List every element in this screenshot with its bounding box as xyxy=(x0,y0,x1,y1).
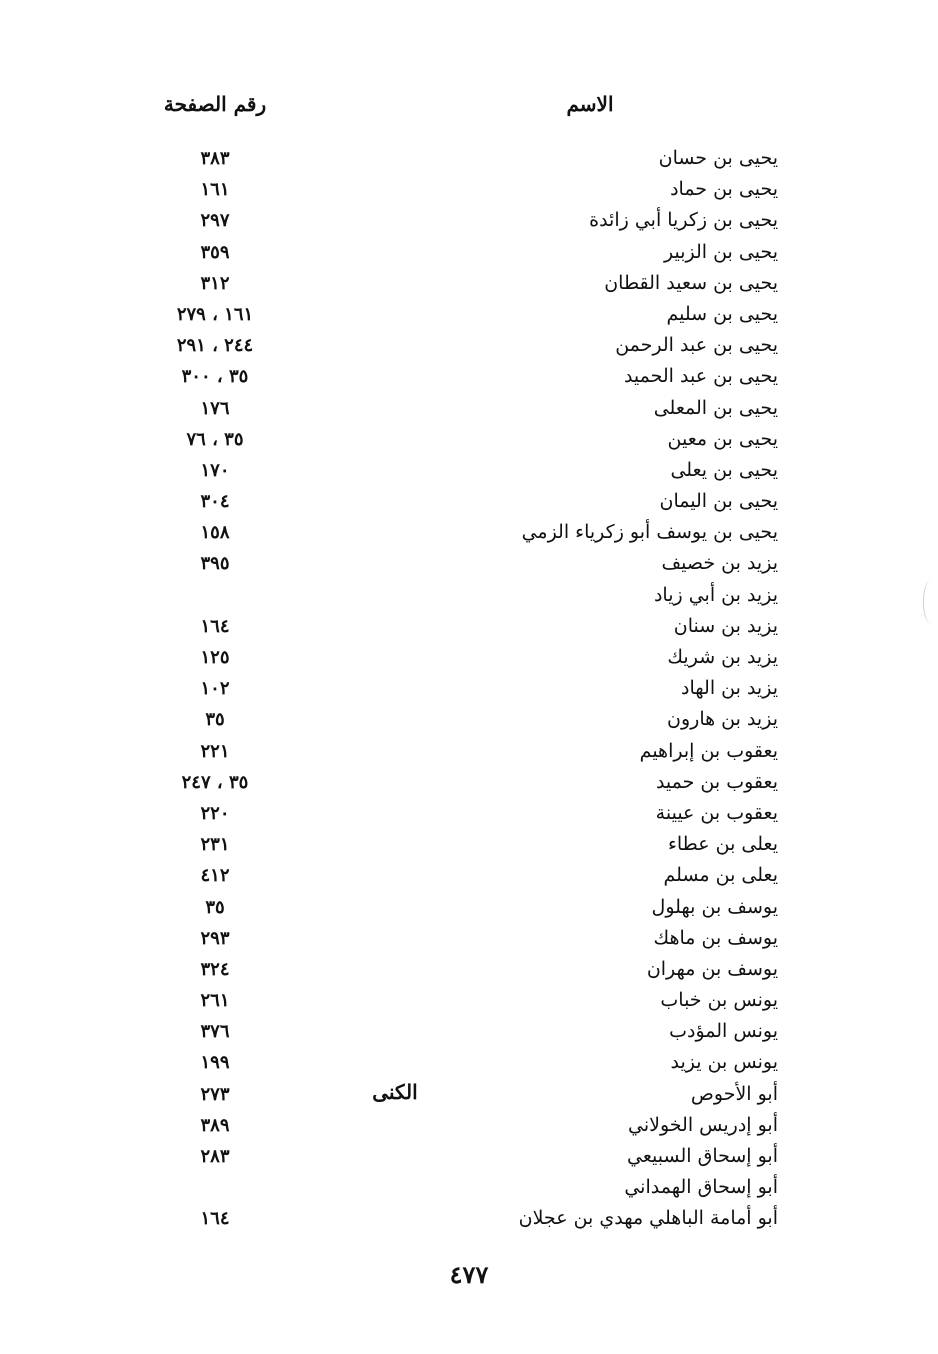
index-entry xyxy=(0,268,938,299)
entry-pages: ١٧٠ xyxy=(200,459,230,481)
index-entry xyxy=(0,237,938,268)
entry-name: يزيد بن خصيف xyxy=(661,552,778,575)
entry-name: أبو إدريس الخولاني xyxy=(628,1113,778,1136)
entry-pages: ٣٥٩ xyxy=(200,241,230,263)
entry-pages: ١٢٥ xyxy=(200,647,230,668)
entry-pages: ٢٩٧ xyxy=(200,210,230,232)
entry-pages: ١٦١ xyxy=(200,179,230,201)
entry-name: يعلى بن عطاء xyxy=(667,833,778,856)
index-entry xyxy=(0,1016,938,1047)
index-entry xyxy=(0,1110,938,1141)
index-entry xyxy=(0,892,938,923)
entry-name: يونس بن يزيد xyxy=(670,1051,778,1074)
entry-name: يحيى بن سعيد القطان xyxy=(604,271,778,294)
index-entry xyxy=(0,642,938,673)
entry-pages: ٢٨٣ xyxy=(200,1146,230,1167)
entry-pages: ٣٥ ، ٧٦ xyxy=(186,428,244,450)
entry-name: يحيى بن المعلى xyxy=(653,396,778,419)
entry-name: يحيى بن حسان xyxy=(658,147,778,169)
entry-name: يعلى بن مسلم xyxy=(663,864,778,887)
entry-pages: ٢٢١ xyxy=(200,740,230,762)
entry-name: يزيد بن شريك xyxy=(667,646,778,668)
index-entry xyxy=(0,798,938,829)
entry-name: أبو أمامة الباهلي مهدي بن عجلان xyxy=(518,1207,778,1230)
entry-pages: ١٥٨ xyxy=(200,522,230,544)
entry-pages: ٣٠٤ xyxy=(200,491,230,513)
entry-pages: ٣٧٦ xyxy=(200,1021,230,1043)
index-entry xyxy=(0,517,938,548)
index-entry xyxy=(0,330,938,361)
entry-pages: ٣٥ xyxy=(205,709,225,731)
entry-name: يعقوب بن عيينة xyxy=(655,801,778,824)
entry-name: يوسف بن ماهك xyxy=(653,926,778,949)
entry-pages: ٤١٢ xyxy=(200,865,230,887)
scan-edge-mark xyxy=(923,580,938,624)
index-entry xyxy=(0,580,938,611)
index-entry xyxy=(0,954,938,985)
index-entry xyxy=(0,736,938,767)
entry-pages: ٢٤٤ ، ٢٩١ xyxy=(176,335,254,357)
entry-pages: ٣٥ ، ٢٤٧ xyxy=(181,771,249,793)
entry-pages: ٢٩٣ xyxy=(200,927,230,949)
entry-name: أبو الأحوص xyxy=(690,1082,778,1105)
entry-name: يحيى بن يعلى xyxy=(670,458,778,481)
entry-name: يحيى بن سليم xyxy=(666,302,778,325)
index-entry xyxy=(0,673,938,704)
entry-pages: ٢٧٣ xyxy=(200,1083,230,1105)
index-entry xyxy=(0,1203,938,1234)
entry-pages: ٢٦١ xyxy=(200,990,230,1012)
index-entry xyxy=(0,361,938,392)
index-entry xyxy=(0,143,938,174)
entry-pages: ٣٨٩ xyxy=(200,1114,230,1136)
entry-name: يحيى بن عبد الحميد xyxy=(623,365,778,388)
name-column-header: الاسم xyxy=(566,92,614,116)
index-entry xyxy=(0,174,938,205)
index-entry xyxy=(0,923,938,954)
entry-name: يعقوب بن إبراهيم xyxy=(639,739,778,762)
entry-pages: ٣١٢ xyxy=(200,272,230,294)
entry-pages: ٢٢٠ xyxy=(200,802,230,824)
entry-name: يوسف بن بهلول xyxy=(651,895,778,918)
index-entry xyxy=(0,1079,938,1110)
entry-name: يحيى بن عبد الرحمن xyxy=(615,334,778,357)
entry-pages: ٣٥ xyxy=(205,896,225,918)
entry-name: يحيى بن يوسف أبو زكرياء الزمي xyxy=(521,521,778,544)
index-entry xyxy=(0,704,938,735)
index-entry xyxy=(0,205,938,236)
entry-name: يزيد بن أبي زياد xyxy=(653,583,778,606)
index-entry xyxy=(0,611,938,642)
entry-name: يونس المؤدب xyxy=(669,1020,778,1043)
entry-name: يحيى بن زكريا أبي زائدة xyxy=(589,209,778,232)
kunya-section-label: الكنى xyxy=(372,1080,418,1104)
entry-pages: ٣٢٤ xyxy=(200,958,230,980)
entry-pages: ١٧٦ xyxy=(200,397,230,419)
entry-pages: ١٩٩ xyxy=(200,1052,230,1074)
entry-pages: ٣٩٥ xyxy=(200,553,230,575)
index-list xyxy=(0,143,938,1235)
entry-name: أبو إسحاق السبيعي xyxy=(627,1145,778,1167)
index-entry xyxy=(0,548,938,579)
entry-name: يوسف بن مهران xyxy=(646,957,778,980)
index-entry xyxy=(0,486,938,517)
entry-name: يحيى بن اليمان xyxy=(659,490,778,513)
entry-name: يعقوب بن حميد xyxy=(655,770,778,793)
entry-name: يزيد بن سنان xyxy=(673,614,778,637)
index-entry xyxy=(0,299,938,330)
entry-name: يزيد بن الهاد xyxy=(681,677,778,700)
index-entry xyxy=(0,767,938,798)
index-entry xyxy=(0,1141,938,1172)
index-entry xyxy=(0,985,938,1016)
entry-name: يزيد بن هارون xyxy=(667,708,778,731)
entry-pages: ٣٨٣ xyxy=(200,148,230,169)
entry-pages: ٣٥ ، ٣٠٠ xyxy=(181,366,249,388)
index-entry xyxy=(0,1172,938,1203)
index-entry xyxy=(0,860,938,891)
index-entry xyxy=(0,455,938,486)
entry-pages: ٢٣١ xyxy=(200,834,230,856)
entry-name: يحيى بن معين xyxy=(667,427,778,450)
page-number-column-header: رقم الصفحة xyxy=(163,92,267,116)
entry-name: يحيى بن الزبير xyxy=(663,240,778,263)
index-entry xyxy=(0,1047,938,1078)
entry-name: يحيى بن حماد xyxy=(670,178,778,201)
index-entry xyxy=(0,393,938,424)
entry-pages: ١٦٤ xyxy=(200,615,230,637)
entry-name: يونس بن خباب xyxy=(660,989,778,1012)
entry-name: أبو إسحاق الهمداني xyxy=(624,1176,778,1199)
index-entry xyxy=(0,424,938,455)
index-entry xyxy=(0,829,938,860)
entry-pages: ١٦٤ xyxy=(200,1208,230,1230)
page-number: ٤٧٧ xyxy=(449,1260,489,1289)
entry-pages: ١٦١ ، ٢٧٩ xyxy=(176,303,254,325)
entry-pages: ١٠٢ xyxy=(200,678,230,700)
